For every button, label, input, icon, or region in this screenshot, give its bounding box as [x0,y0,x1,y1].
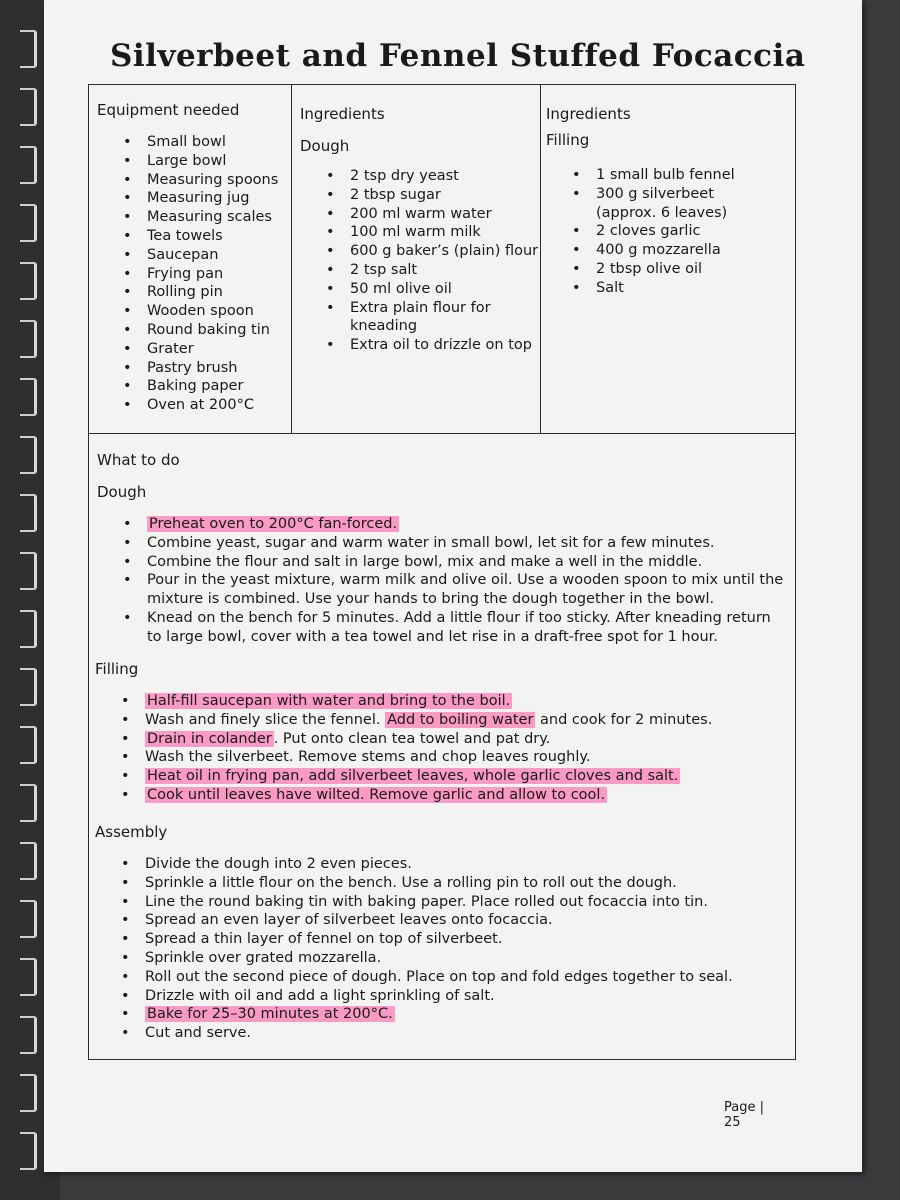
list-item: • 2 tbsp sugar [300,186,536,205]
binder-ring [20,88,37,126]
list-item [95,767,785,786]
list-item: • Cut and serve. [95,1024,785,1043]
list-item: • Sprinkle over grated mozzarella. [95,949,785,968]
binder-ring [20,900,37,938]
list-item: • 2 tsp salt [300,261,536,280]
filling-ingredient-list [546,166,791,298]
list-item: • Small bowl [97,133,291,152]
list-item [95,692,785,711]
highlighted-text: Bake for 25–30 minutes at 200°C. [147,1006,393,1023]
list-item: • Wash the silverbeet. Remove stems and chop leaves roughly. [95,748,785,767]
list-item: • Oven at 200°C [97,396,291,415]
binder-ring [20,958,37,996]
list-item [95,730,785,749]
list-item: • 1 small bulb fennel [546,166,791,185]
binder-ring [20,1016,37,1054]
list-item: • 400 g mozzarella [546,241,791,260]
list-item [95,786,785,805]
list-item: • Pour in the yeast mixture, warm milk and olive oil. Use a wooden spoon to mix until the mixture is combined. Use your hands to bring the dough together in the bowl. [97,571,787,609]
highlighted-text: Half-fill saucepan with water and bring to the boil. [147,693,511,709]
binder-ring [20,610,37,648]
dough-method-heading: Dough [97,483,147,501]
step-text: Wash and finely slice the fennel. [145,711,386,728]
binder-ring [20,668,37,706]
filling-method-heading: Filling [95,660,139,678]
list-item: • Large bowl [97,152,291,171]
dough-ingredient-list [300,167,539,355]
list-item: • Salt [546,279,791,298]
binder-ring [20,146,37,184]
recipe-page [44,0,862,1172]
list-item: • Spread an even layer of silverbeet leaves onto focaccia. [95,911,785,930]
list-item: • 2 tbsp olive oil [546,260,791,279]
page-number [724,1100,784,1130]
list-item: • Measuring jug [97,189,291,208]
recipe-table [88,84,796,1060]
list-item: • Wooden spoon [97,302,291,321]
list-item: • Drizzle with oil and add a light sprinkling of salt. [95,987,785,1006]
equipment-list [97,133,291,415]
assembly-heading: Assembly [95,823,168,841]
binder-ring [20,436,37,474]
method-heading: What to do [97,451,180,469]
binder-ring [20,378,37,416]
list-item: • 200 ml warm water [300,205,536,224]
list-item: • 2 cloves garlic [546,222,791,241]
list-item: • Measuring scales [97,208,291,227]
binder-ring [20,726,37,764]
binder-ring [20,552,37,590]
list-item: • Round baking tin [97,321,291,340]
list-item: • Pastry brush [97,359,291,378]
filling-steps [95,692,785,805]
highlighted-text: Cook until leaves have wilted. Remove garlic and allow to cool. [147,786,606,803]
binder-ring [20,204,37,242]
ingredients-heading: Ingredients [300,105,385,123]
list-item: • Saucepan [97,246,291,265]
assembly-steps [95,855,785,1043]
list-item [95,711,785,730]
equipment-column [89,85,292,433]
binder-ring [20,320,37,358]
list-item [97,515,787,534]
binder-ring [20,262,37,300]
binder-ring [20,1074,37,1112]
highlighted-text: Preheat oven to 200°C fan-forced. [149,516,398,532]
binder-ring [20,1132,37,1170]
list-item: • Frying pan [97,265,291,284]
page-number-label: Page | 25 [724,1100,764,1130]
table-divider [89,433,795,434]
list-item: • Knead on the bench for 5 minutes. Add a little flour if too sticky. After kneading return to large bowl, cover with a tea towel and let rise in a draft-free spot for 1 hour. [97,609,787,647]
list-item: • Line the round baking tin with baking paper. Place rolled out focaccia into tin. [95,893,785,912]
list-item: • Divide the dough into 2 even pieces. [95,855,785,874]
list-item: • Extra plain flour for kneading [300,299,500,337]
list-item: • Rolling pin [97,283,291,302]
binder-ring [20,842,37,880]
binder-ring [20,494,37,532]
list-item: • Tea towels [97,227,291,246]
list-item: • Roll out the second piece of dough. Place on top and fold edges together to seal. [95,968,785,987]
list-item: • Measuring spoons [97,171,291,190]
list-item: • 600 g baker’s (plain) flour [300,242,536,261]
list-item: • Baking paper [97,377,291,396]
highlighted-text: Drain in colander [147,730,272,747]
list-item: • Spread a thin layer of fennel on top of silverbeet. [95,930,785,949]
list-item: • Combine the flour and salt in large bowl, mix and make a well in the middle. [97,553,787,572]
list-item: • Combine yeast, sugar and warm water in small bowl, let sit for a few minutes. [97,534,787,553]
list-item [95,1005,785,1024]
list-item: • 50 ml olive oil [300,280,536,299]
filling-subheading: Filling [546,131,590,149]
dough-ingredients-column [292,85,541,433]
list-item: • 300 g silverbeet (approx. 6 leaves) [546,185,736,223]
dough-subheading: Dough [300,137,350,155]
list-item: • Grater [97,340,291,359]
list-item: • Extra oil to drizzle on top [300,336,536,355]
step-text: . Put onto clean tea towel and pat dry. [273,730,551,747]
highlighted-text: Heat oil in frying pan, add silverbeet leaves, whole garlic cloves and salt. [147,768,679,785]
binder-ring [20,30,37,68]
list-item: • 2 tsp dry yeast [300,167,536,186]
filling-ingredients-column [541,85,795,433]
step-text: and cook for 2 minutes. [535,711,713,728]
dough-steps [97,515,787,647]
ingredients-heading: Ingredients [546,105,631,123]
list-item: • Sprinkle a little flour on the bench. Use a rolling pin to roll out the dough. [95,874,785,893]
list-item: • 100 ml warm milk [300,223,536,242]
binder-ring [20,784,37,822]
page-title: Silverbeet and Fennel Stuffed Focaccia [110,38,806,74]
equipment-heading: Equipment needed [97,101,240,119]
highlighted-text: Add to boiling water [387,711,534,728]
